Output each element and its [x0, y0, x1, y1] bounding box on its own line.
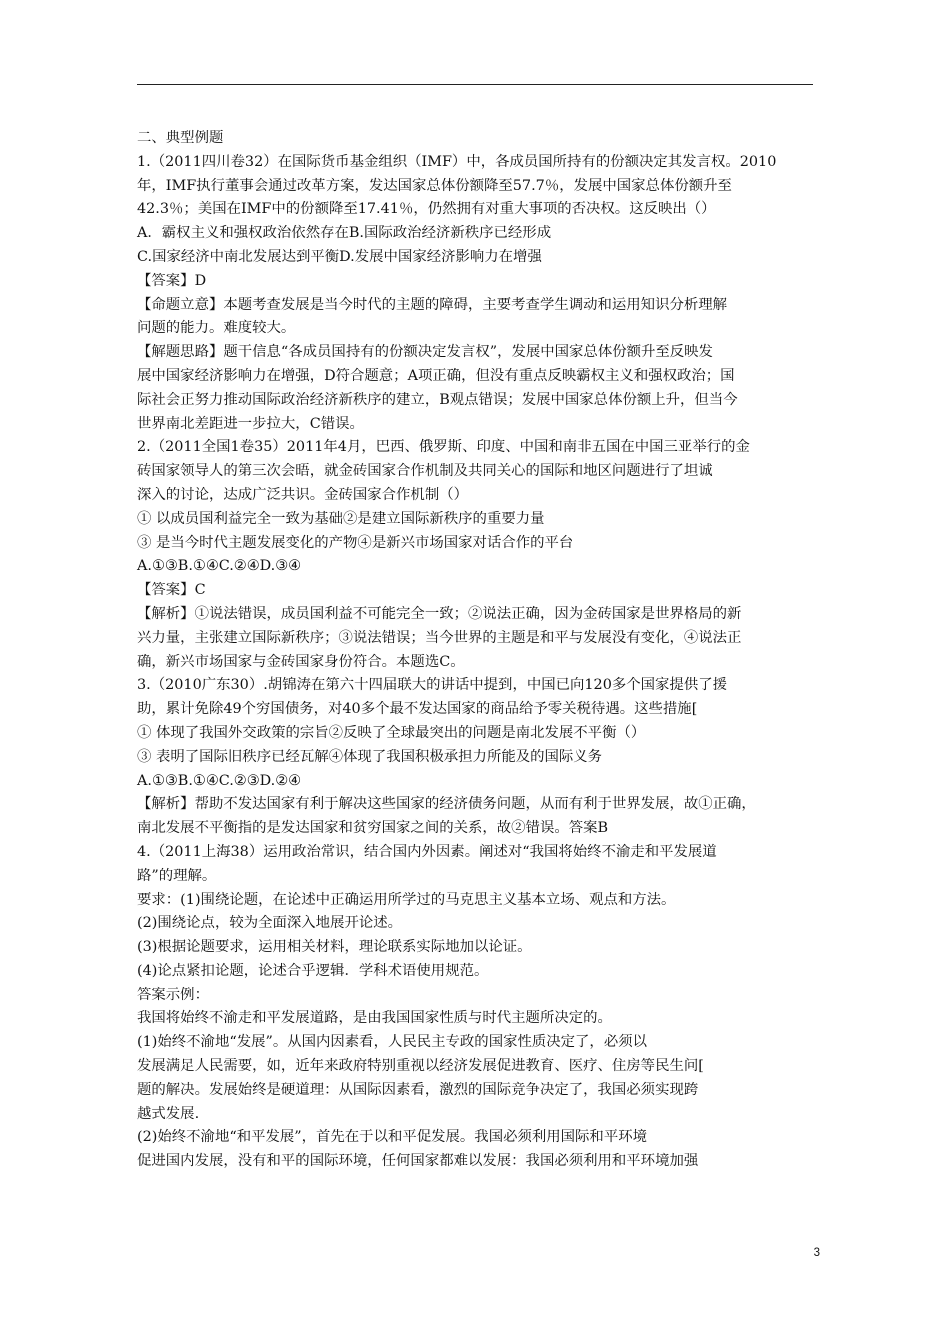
text-line: 【解析】帮助不发达国家有利于解决这些国家的经济债务问题，从而有利于世界发展，故①正确，: [137, 796, 756, 813]
text-line: 际社会正努力推动国际政治经济新秩序的建立，B观点错误；发展中国家总体份额上升，但当今: [137, 391, 738, 408]
text-line: (4)论点紧扣论题，论述合乎逻辑．学科术语使用规范。: [137, 962, 489, 979]
text-line: ① 体现了我国外交政策的宗旨②反映了全球最突出的问题是南北发展不平衡（）: [137, 724, 646, 741]
text-line: 路”的理解。: [137, 867, 217, 884]
text-line: ① 以成员国利益完全一致为基础②是建立国际新秩序的重要力量: [137, 510, 545, 527]
text-line: 世界南北差距进一步拉大，C错误。: [137, 415, 364, 432]
text-line: ③ 表明了国际旧秩序已经瓦解④体现了我国积极承担力所能及的国际义务: [137, 748, 603, 765]
text-line: 问题的能力。难度较大。: [137, 320, 296, 337]
text-line: 3.（2010广东30）.胡锦涛在第六十四届联大的讲话中提到，中国已向120多个国家提供了援: [137, 677, 727, 694]
text-line: (2)始终不渝地“和平发展”，首先在于以和平促发展。我国必须利用国际和平环境: [137, 1129, 647, 1146]
text-line: 答案示例：: [137, 986, 209, 1003]
text-line: 南北发展不平衡指的是发达国家和贫穷国家之间的关系，故②错误。答案B: [137, 820, 609, 837]
text-line: 【解析】①说法错误，成员国利益不可能完全一致；②说法正确，因为金砖国家是世界格局的新: [137, 605, 742, 622]
text-line: 【命题立意】本题考查发展是当今时代的主题的障碍，主要考查学生调动和运用知识分析理解: [137, 296, 728, 313]
text-line: 【答案】D: [137, 272, 207, 289]
text-line: 促进国内发展，没有和平的国际环境，任何国家都难以发展：我国必须利用和平环境加强: [137, 1153, 699, 1170]
document-body: [137, 127, 827, 1174]
text-line: 助，累计免除49个穷国债务，对40多个最不发达国家的商品给予零关税待遇。这些措施[: [137, 701, 698, 718]
text-line: (3)根据论题要求，运用相关材料，理论联系实际地加以论证。: [137, 939, 532, 956]
text-line: 深入的讨论，达成广泛共识。金砖国家合作机制（）: [137, 486, 468, 503]
text-line: (1)始终不渝地“发展”。从国内因素看，人民民主专政的国家性质决定了，必须以: [137, 1034, 647, 1051]
text-line: (2)围绕论点，较为全面深入地展开论述。: [137, 915, 403, 932]
text-line: C.国家经济中南北发展达到平衡D.发展中国家经济影响力在增强: [137, 248, 542, 265]
text-line: 我国将始终不渝走和平发展道路，是由我国国家性质与时代主题所决定的。: [137, 1010, 612, 1027]
text-line: 二、典型例题: [137, 130, 224, 146]
text-line: A.①③B.①④C.②③D.②④: [137, 772, 301, 789]
text-line: A.①③B.①④C.②④D.③④: [137, 558, 301, 575]
text-line: 4.（2011上海38）运用政治常识，结合国内外因素。阐述对“我国将始终不渝走和平发展道: [137, 843, 717, 860]
header-rule: [137, 84, 813, 85]
text-line: 要求：(1)围绕论题，在论述中正确运用所学过的马克思主义基本立场、观点和方法。: [137, 891, 676, 908]
text-line: 2.（2011全国1卷35）2011年4月，巴西、俄罗斯、印度、中国和南非五国在中国三亚举行的金: [137, 439, 750, 456]
text-line: 【答案】C: [137, 582, 206, 599]
text-line: ③ 是当今时代主题发展变化的产物④是新兴市场国家对话合作的平台: [137, 534, 574, 551]
text-line: 砖国家领导人的第三次会晤，就金砖国家合作机制及共同关心的国际和地区问题进行了坦诚: [137, 463, 713, 480]
page-number: 3: [813, 1247, 820, 1259]
text-line: 42.3％；美国在IMF中的份额降至17.41％，仍然拥有对重大事项的否决权。这反映出（）: [137, 201, 716, 218]
text-line: 发展满足人民需要，如，近年来政府特别重视以经济发展促进教育、医疗、住房等民生问[: [137, 1058, 704, 1075]
text-line: A．霸权主义和强权政治依然存在B.国际政治经济新秩序已经形成: [137, 225, 552, 242]
text-line: 越式发展.: [137, 1105, 200, 1122]
text-line: 1.（2011四川卷32）在国际货币基金组织（IMF）中，各成员国所持有的份额决定其发言权。2010: [137, 153, 777, 170]
text-line: 【解题思路】题干信息“各成员国持有的份额决定发言权”，发展中国家总体份额升至反映发: [137, 344, 713, 361]
text-line: 兴力量，主张建立国际新秩序；③说法错误；当今世界的主题是和平与发展没有变化，④说法正: [137, 629, 742, 646]
text-line: 展中国家经济影响力在增强，D符合题意；A项正确，但没有重点反映霸权主义和强权政治；国: [137, 367, 735, 384]
text-line: 年，IMF执行董事会通过改革方案，发达国家总体份额降至57.7％，发展中国家总体份额升至: [137, 177, 732, 194]
text-line: 确，新兴市场国家与金砖国家身份符合。本题选C。: [137, 653, 465, 670]
text-line: 题的解决。发展始终是硬道理：从国际因素看，激烈的国际竞争决定了，我国必须实现跨: [137, 1081, 699, 1098]
